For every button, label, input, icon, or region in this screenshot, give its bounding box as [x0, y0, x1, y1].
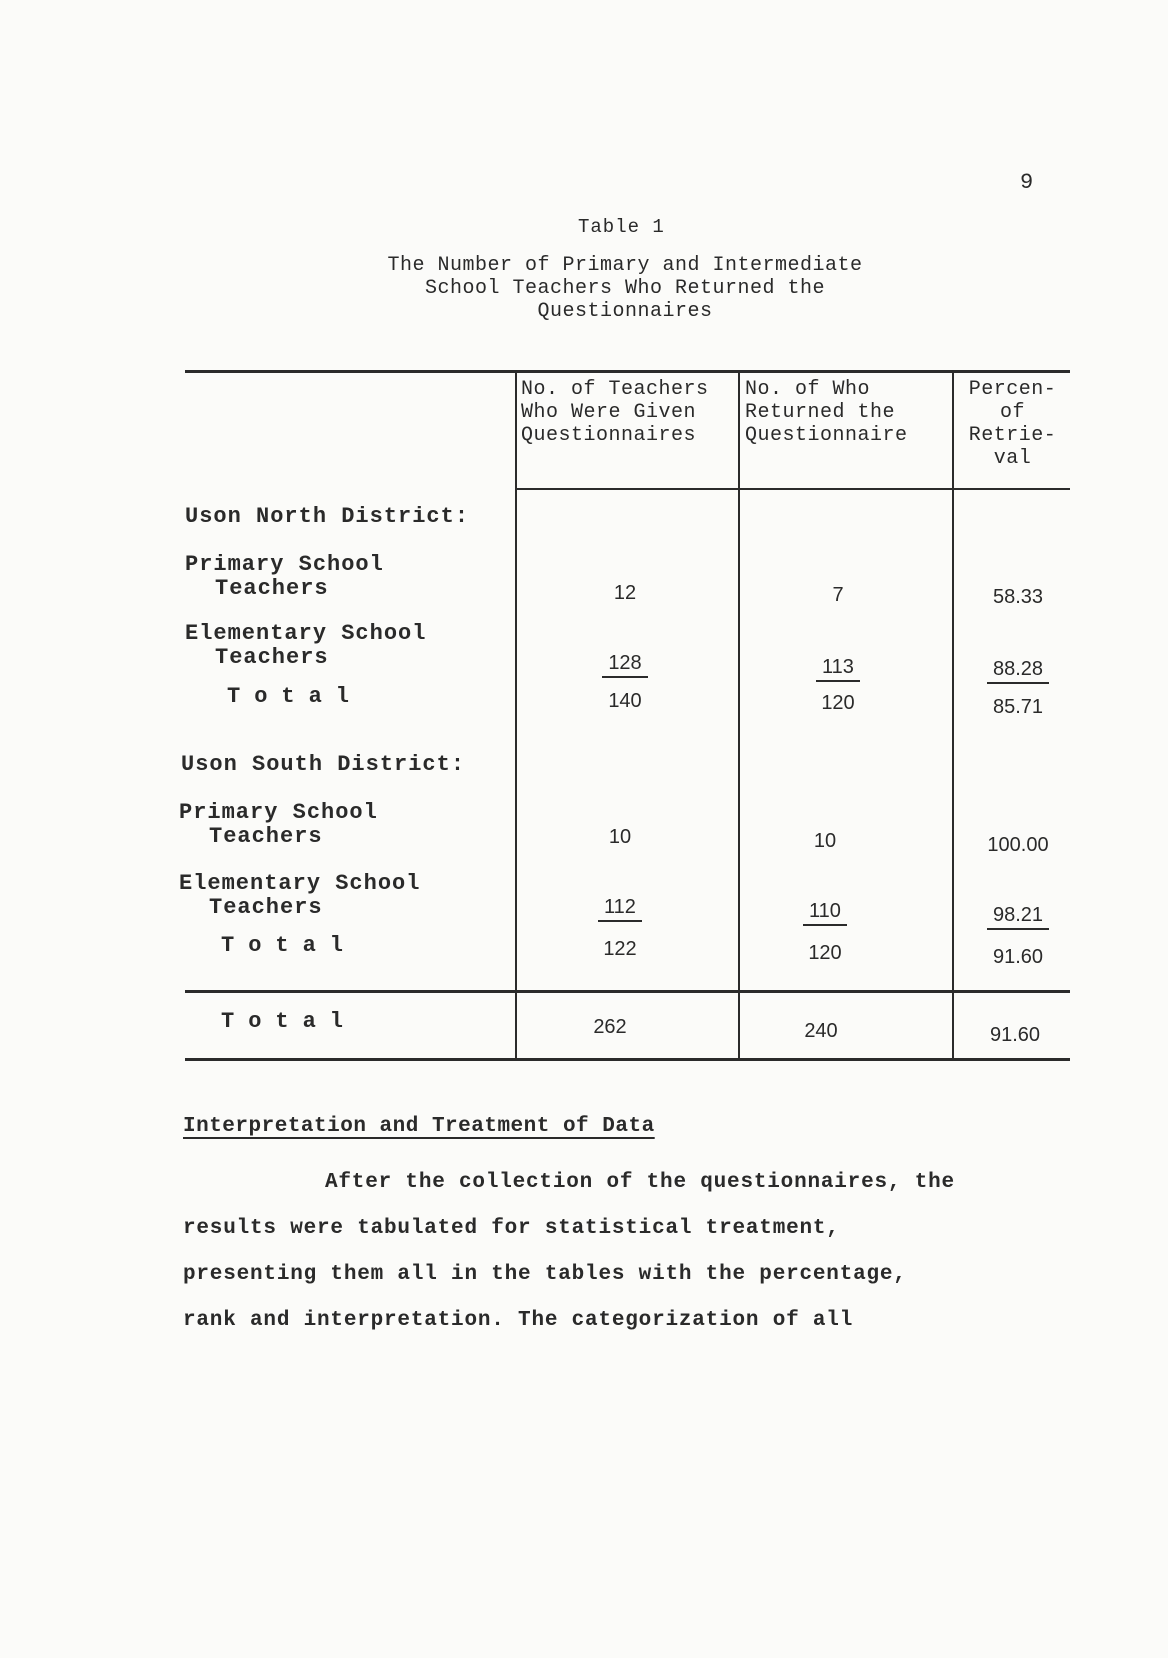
south-elementary-percent: 98.21 — [958, 904, 1078, 927]
grand-total-label: Total — [221, 1009, 358, 1034]
grand-total-percent: 91.60 — [989, 1024, 1041, 1046]
north-primary-given: 12 — [613, 582, 637, 604]
table-bottom-rule — [185, 1058, 1070, 1061]
page-number: 9 — [1020, 170, 1034, 195]
south-primary-returned: 10 — [813, 830, 837, 852]
paragraph-line: rank and interpretation. The categorization of all — [183, 1309, 854, 1332]
north-district-heading: Uson North District: — [185, 504, 470, 529]
north-total-returned: 120 — [821, 692, 855, 714]
north-elementary-given: 128 — [565, 652, 685, 675]
table-title-line: Questionnaires — [537, 300, 713, 323]
table-title — [330, 254, 920, 323]
paragraph-line: presenting them all in the tables with the percentage, — [183, 1263, 907, 1286]
north-total-percent: 85.71 — [992, 696, 1044, 718]
north-primary-returned: 7 — [832, 584, 844, 606]
north-total-label: Total — [227, 684, 364, 709]
grand-total-given: 262 — [593, 1016, 627, 1038]
north-elementary-returned: 113 — [778, 656, 898, 679]
table-title-line: The Number of Primary and Intermediate — [387, 254, 863, 277]
south-primary-given: 10 — [608, 826, 632, 848]
column-divider — [952, 370, 954, 1060]
south-primary-label: Primary School Teachers — [179, 800, 378, 849]
north-primary-percent: 58.33 — [992, 586, 1044, 608]
header-bottom-rule — [515, 488, 1070, 490]
column-header-percent: Percen- of Retrie- val — [968, 378, 1057, 470]
section-heading: Interpretation and Treatment of Data — [183, 1115, 655, 1138]
south-district-heading: Uson South District: — [181, 752, 466, 777]
south-elementary-returned: 110 — [765, 900, 885, 923]
south-elementary-given: 112 — [560, 896, 680, 919]
south-total-percent: 91.60 — [992, 946, 1044, 968]
north-primary-label: Primary School Teachers — [185, 552, 384, 601]
table-top-rule — [185, 370, 1070, 373]
column-divider — [515, 370, 517, 1060]
table-label: Table 1 — [578, 216, 665, 238]
data-table — [179, 370, 1070, 1060]
paragraph-line: results were tabulated for statistical treatment, — [183, 1217, 840, 1240]
south-total-returned: 120 — [808, 942, 842, 964]
grand-total-returned: 240 — [804, 1020, 838, 1042]
north-total-given: 140 — [608, 690, 642, 712]
south-total-label: Total — [221, 933, 358, 958]
paragraph-line: After the collection of the questionnaires, the — [325, 1171, 955, 1194]
table-title-line: School Teachers Who Returned the — [424, 277, 826, 300]
south-elementary-label: Elementary School Teachers — [179, 871, 421, 920]
north-elementary-percent: 88.28 — [958, 658, 1078, 681]
column-divider — [738, 370, 740, 1060]
column-header-returned: No. of Who Returned the Questionnaire — [745, 378, 908, 447]
south-total-given: 122 — [603, 938, 637, 960]
south-primary-percent: 100.00 — [987, 834, 1049, 856]
body-paragraph — [183, 1160, 1063, 1344]
column-header-given: No. of Teachers Who Were Given Questionnaires — [521, 378, 709, 447]
grand-total-rule — [185, 990, 1070, 993]
north-elementary-label: Elementary School Teachers — [185, 621, 427, 670]
